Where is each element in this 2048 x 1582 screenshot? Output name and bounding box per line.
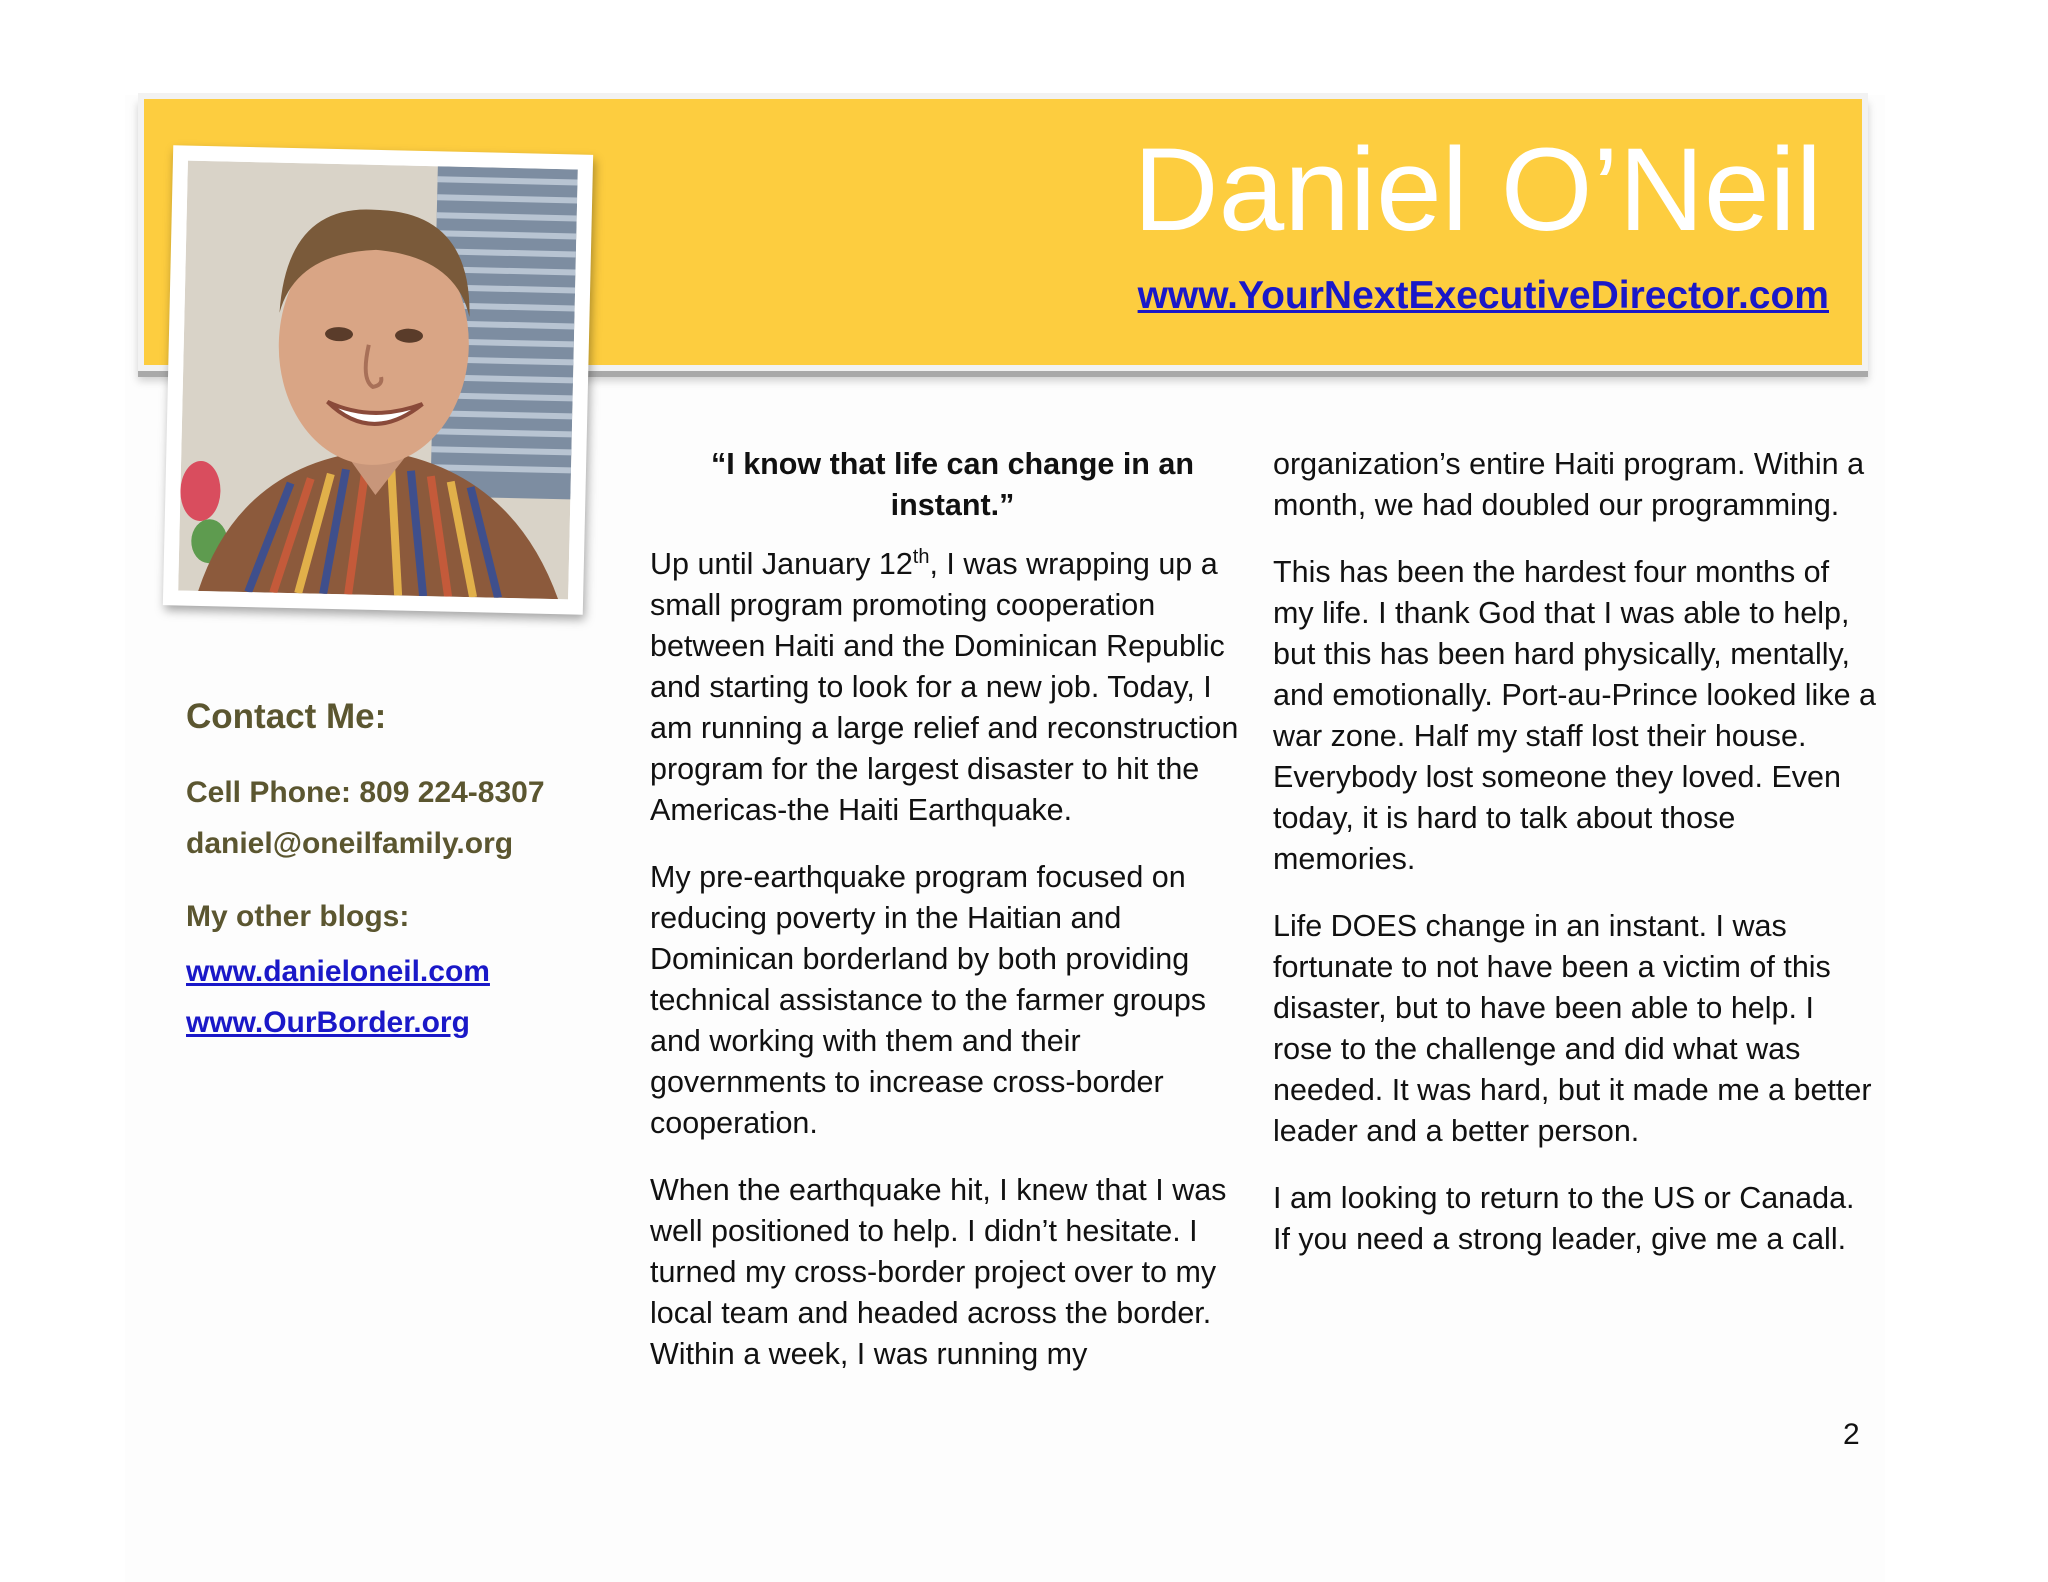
blog-link-danieloneil[interactable]: www.danieloneil.com (186, 955, 490, 988)
blogs-heading: My other blogs: (186, 900, 410, 933)
paragraph-3: When the earthquake hit, I knew that I was well positioned to help. I didn’t hesitate. I turned my cross-border project over to my local team and headed across the border. Within a week, I was running my (650, 1173, 1227, 1371)
email-address: daniel@oneilfamily.org (186, 827, 514, 860)
page-title: Daniel O’Neil (1133, 124, 1822, 256)
contact-section (186, 696, 606, 1054)
paragraph-1 (650, 544, 1255, 831)
paragraph-4: organization’s entire Haiti program. Within a month, we had doubled our programming. (1273, 447, 1865, 522)
date-superscript: th (912, 545, 930, 568)
pull-quote: “I know that life can change in an instant.” (711, 447, 1194, 522)
paragraph-1-start: Up until January 12 (650, 547, 913, 581)
paragraph-5: This has been the hardest four months of my life. I thank God that I was able to help, but this has been hard physically, mentally, and emotionally. Port-au-Prince looked like a war zone. Half my staff lost their house. Everybody lost someone they loved. Even today, it is hard to talk about those memories. (1273, 555, 1876, 876)
article-column-right (1273, 444, 1878, 1286)
paragraph-2: My pre-earthquake program focused on reducing poverty in the Haitian and Dominican borderland by both providing technical assistance to the farmer groups and working with them and their governments to increase cross-border cooperation. (650, 860, 1207, 1140)
contact-heading: Contact Me: (186, 697, 387, 736)
profile-photo (163, 145, 593, 614)
portrait-image (178, 161, 578, 600)
website-link[interactable]: www.YourNextExecutiveDirector.com (1137, 274, 1829, 317)
paragraph-6: Life DOES change in an instant. I was fortunate to not have been a victim of this disaster, but to have been able to help. I rose to the challenge and did what was needed. It was hard, but it made me a better leader and a better person. (1273, 909, 1872, 1148)
page-number: 2 (1843, 1418, 1860, 1451)
cell-phone: Cell Phone: 809 224-8307 (186, 776, 545, 809)
blog-link-ourborder[interactable]: www.OurBorder.org (186, 1006, 470, 1039)
paragraph-1-end: , I was wrapping up a small program promoting cooperation between Haiti and the Dominican Republic and starting to look for a new job. Today, I am running a large relief and reconstruction program for the largest disaster to hit the Americas-the Haiti Earthquake. (650, 547, 1239, 827)
article-column-left (650, 444, 1255, 1401)
paragraph-7: I am looking to return to the US or Canada. If you need a strong leader, give me a call. (1273, 1181, 1855, 1256)
